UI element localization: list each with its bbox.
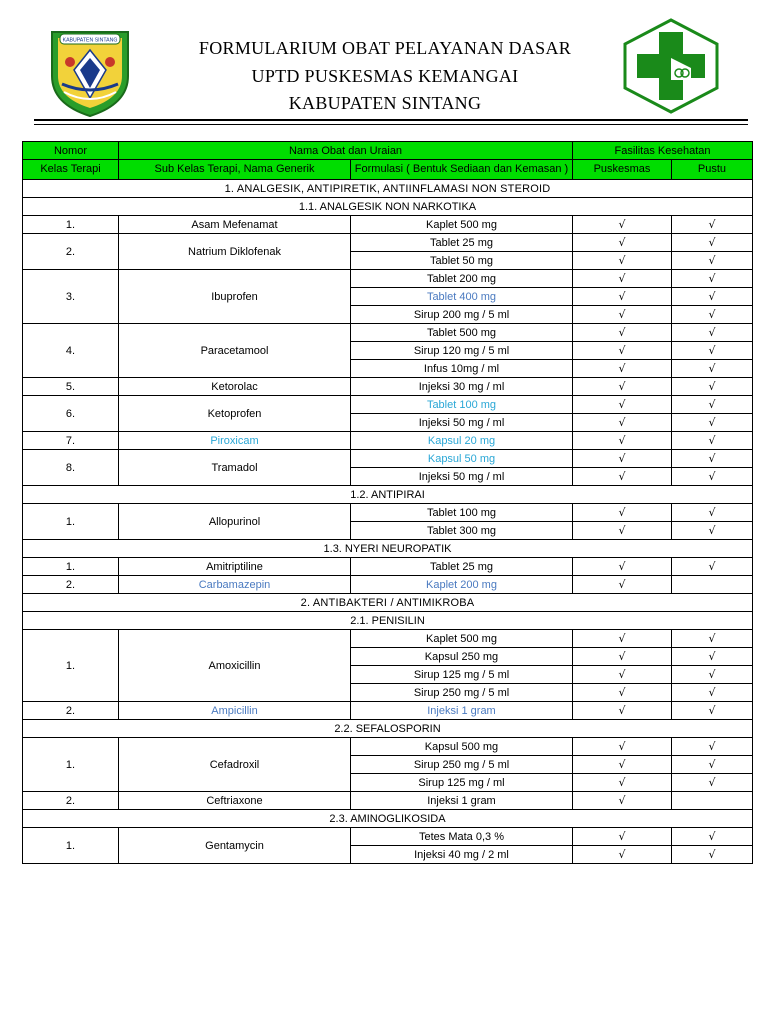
subsection-row xyxy=(23,810,753,828)
table-row xyxy=(23,234,753,252)
subsection-title: 1.2. ANTIPIRAI xyxy=(23,486,753,504)
table-row xyxy=(23,738,753,756)
drug-number: 2. xyxy=(23,702,119,720)
drug-number: 2. xyxy=(23,792,119,810)
puskesmas-check-icon: √ xyxy=(573,234,672,252)
pustu-check-icon: √ xyxy=(672,756,753,774)
pustu-check-icon: √ xyxy=(672,468,753,486)
table-row xyxy=(23,576,753,594)
pustu-check-icon: √ xyxy=(672,666,753,684)
table-row xyxy=(23,378,753,396)
puskesmas-check-icon: √ xyxy=(573,324,672,342)
formulation: Sirup 125 mg / ml xyxy=(351,774,573,792)
puskesmas-check-icon: √ xyxy=(573,756,672,774)
section-row xyxy=(23,180,753,198)
puskesmas-check-icon: √ xyxy=(573,558,672,576)
pustu-check-icon: √ xyxy=(672,342,753,360)
puskesmas-check-icon: √ xyxy=(573,288,672,306)
drug-name: Amitriptiline xyxy=(119,558,351,576)
table-row xyxy=(23,396,753,414)
subsection-row xyxy=(23,198,753,216)
table-row xyxy=(23,558,753,576)
title-line-1: FORMULARIUM OBAT PELAYANAN DASAR xyxy=(198,38,572,58)
drug-name: Gentamycin xyxy=(119,828,351,864)
table-row xyxy=(23,828,753,846)
section-row xyxy=(23,594,753,612)
pustu-check-icon: √ xyxy=(672,828,753,846)
drug-name: Ketoprofen xyxy=(119,396,351,432)
pustu-check-icon: √ xyxy=(672,702,753,720)
puskesmas-check-icon: √ xyxy=(573,306,672,324)
puskesmas-check-icon: √ xyxy=(573,468,672,486)
formulation: Injeksi 40 mg / 2 ml xyxy=(351,846,573,864)
formulation: Tablet 25 mg xyxy=(351,558,573,576)
puskesmas-check-icon: √ xyxy=(573,684,672,702)
pustu-check-icon: √ xyxy=(672,846,753,864)
col-pustu: Pustu xyxy=(672,160,753,180)
puskesmas-check-icon: √ xyxy=(573,774,672,792)
drug-name: Ampicillin xyxy=(119,702,351,720)
formulation: Tablet 25 mg xyxy=(351,234,573,252)
drug-number: 1. xyxy=(23,558,119,576)
table-row xyxy=(23,702,753,720)
table-row xyxy=(23,270,753,288)
col-nomor: Nomor xyxy=(23,142,119,160)
formulation: Kapsul 250 mg xyxy=(351,648,573,666)
subsection-row xyxy=(23,720,753,738)
formulation: Tablet 100 mg xyxy=(351,504,573,522)
subsection-title: 2.3. AMINOGLIKOSIDA xyxy=(23,810,753,828)
pustu-check-icon: √ xyxy=(672,504,753,522)
col-nama-obat: Nama Obat dan Uraian xyxy=(119,142,573,160)
drug-number: 3. xyxy=(23,270,119,324)
pustu-check-icon: √ xyxy=(672,558,753,576)
drug-number: 1. xyxy=(23,630,119,702)
drug-number: 1. xyxy=(23,738,119,792)
formulation: Tablet 200 mg xyxy=(351,270,573,288)
puskesmas-check-icon: √ xyxy=(573,702,672,720)
table-row xyxy=(23,504,753,522)
formulation: Infus 10mg / ml xyxy=(351,360,573,378)
formulation: Tablet 300 mg xyxy=(351,522,573,540)
drug-number: 4. xyxy=(23,324,119,378)
pustu-check-icon xyxy=(672,792,753,810)
drug-name: Tramadol xyxy=(119,450,351,486)
drug-name: Allopurinol xyxy=(119,504,351,540)
drug-name: Paracetamool xyxy=(119,324,351,378)
pustu-check-icon: √ xyxy=(672,360,753,378)
formulation: Sirup 250 mg / 5 ml xyxy=(351,684,573,702)
formulation: Kaplet 500 mg xyxy=(351,216,573,234)
pustu-check-icon: √ xyxy=(672,450,753,468)
drug-name: Piroxicam xyxy=(119,432,351,450)
puskesmas-check-icon: √ xyxy=(573,504,672,522)
puskesmas-check-icon: √ xyxy=(573,648,672,666)
drug-number: 5. xyxy=(23,378,119,396)
drug-name: Amoxicillin xyxy=(119,630,351,702)
pustu-check-icon: √ xyxy=(672,288,753,306)
puskesmas-check-icon: √ xyxy=(573,360,672,378)
pustu-check-icon: √ xyxy=(672,630,753,648)
col-sub-kelas: Sub Kelas Terapi, Nama Generik xyxy=(119,160,351,180)
table-row xyxy=(23,450,753,468)
puskesmas-check-icon: √ xyxy=(573,414,672,432)
formulary-table xyxy=(22,141,753,864)
document-header xyxy=(0,0,768,128)
drug-name: Natrium Diklofenak xyxy=(119,234,351,270)
formulation: Tablet 400 mg xyxy=(351,288,573,306)
title-line-2: UPTD PUSKESMAS KEMANGAI xyxy=(251,66,519,86)
pustu-check-icon: √ xyxy=(672,522,753,540)
formulation: Tablet 50 mg xyxy=(351,252,573,270)
drug-number: 2. xyxy=(23,234,119,270)
drug-name: Cefadroxil xyxy=(119,738,351,792)
pustu-check-icon xyxy=(672,576,753,594)
drug-number: 1. xyxy=(23,828,119,864)
table-row xyxy=(23,216,753,234)
formulation: Kaplet 500 mg xyxy=(351,630,573,648)
pustu-check-icon: √ xyxy=(672,252,753,270)
table-row xyxy=(23,324,753,342)
pustu-check-icon: √ xyxy=(672,378,753,396)
header-rule-thin xyxy=(34,124,748,125)
puskesmas-check-icon: √ xyxy=(573,342,672,360)
formulation: Sirup 120 mg / 5 ml xyxy=(351,342,573,360)
formulation: Injeksi 30 mg / ml xyxy=(351,378,573,396)
col-puskesmas: Puskesmas xyxy=(573,160,672,180)
drug-number: 1. xyxy=(23,504,119,540)
col-fasilitas: Fasilitas Kesehatan xyxy=(573,142,753,160)
drug-number: 2. xyxy=(23,576,119,594)
subsection-row xyxy=(23,486,753,504)
table-body xyxy=(23,180,753,864)
col-kelas-terapi: Kelas Terapi xyxy=(23,160,119,180)
puskesmas-check-icon: √ xyxy=(573,216,672,234)
pustu-check-icon: √ xyxy=(672,414,753,432)
puskesmas-check-icon: √ xyxy=(573,252,672,270)
drug-number: 1. xyxy=(23,216,119,234)
pustu-check-icon: √ xyxy=(672,684,753,702)
pustu-check-icon: √ xyxy=(672,738,753,756)
pustu-check-icon: √ xyxy=(672,648,753,666)
pustu-check-icon: √ xyxy=(672,306,753,324)
drug-number: 8. xyxy=(23,450,119,486)
drug-name: Ibuprofen xyxy=(119,270,351,324)
pustu-check-icon: √ xyxy=(672,234,753,252)
svg-text:KABUPATEN SINTANG: KABUPATEN SINTANG xyxy=(62,37,118,44)
pustu-check-icon: √ xyxy=(672,270,753,288)
puskesmas-check-icon: √ xyxy=(573,432,672,450)
puskesmas-check-icon: √ xyxy=(573,270,672,288)
pustu-check-icon: √ xyxy=(672,396,753,414)
formulation: Sirup 250 mg / 5 ml xyxy=(351,756,573,774)
puskesmas-check-icon: √ xyxy=(573,846,672,864)
puskesmas-check-icon: √ xyxy=(573,396,672,414)
pustu-check-icon: √ xyxy=(672,774,753,792)
formulation: Injeksi 1 gram xyxy=(351,702,573,720)
subsection-title: 2.1. PENISILIN xyxy=(23,612,753,630)
puskesmas-check-icon: √ xyxy=(573,630,672,648)
kabupaten-sintang-emblem-icon xyxy=(46,26,134,118)
title-line-3: KABUPATEN SINTANG xyxy=(288,93,482,113)
formulation: Sirup 125 mg / 5 ml xyxy=(351,666,573,684)
drug-name: Carbamazepin xyxy=(119,576,351,594)
pustu-check-icon: √ xyxy=(672,324,753,342)
subsection-title: 1.1. ANALGESIK NON NARKOTIKA xyxy=(23,198,753,216)
drug-number: 7. xyxy=(23,432,119,450)
drug-name: Ketorolac xyxy=(119,378,351,396)
drug-name: Asam Mefenamat xyxy=(119,216,351,234)
formulation: Tablet 500 mg xyxy=(351,324,573,342)
subsection-row xyxy=(23,612,753,630)
puskesmas-check-icon: √ xyxy=(573,828,672,846)
col-formulasi: Formulasi ( Bentuk Sediaan dan Kemasan ) xyxy=(351,160,573,180)
formulation: Injeksi 50 mg / ml xyxy=(351,414,573,432)
puskesmas-check-icon: √ xyxy=(573,792,672,810)
drug-number: 6. xyxy=(23,396,119,432)
formulation: Kapsul 20 mg xyxy=(351,432,573,450)
puskesmas-check-icon: √ xyxy=(573,522,672,540)
formulation: Tetes Mata 0,3 % xyxy=(351,828,573,846)
puskesmas-cross-icon xyxy=(621,18,721,114)
subsection-title: 2.2. SEFALOSPORIN xyxy=(23,720,753,738)
formulation: Tablet 100 mg xyxy=(351,396,573,414)
formulation: Injeksi 50 mg / ml xyxy=(351,468,573,486)
puskesmas-check-icon: √ xyxy=(573,450,672,468)
formulation: Kaplet 200 mg xyxy=(351,576,573,594)
header-rule xyxy=(34,119,748,121)
table-row xyxy=(23,792,753,810)
table-row xyxy=(23,630,753,648)
pustu-check-icon: √ xyxy=(672,432,753,450)
table-row xyxy=(23,432,753,450)
formulation: Sirup 200 mg / 5 ml xyxy=(351,306,573,324)
puskesmas-check-icon: √ xyxy=(573,666,672,684)
pustu-check-icon: √ xyxy=(672,216,753,234)
subsection-title: 1.3. NYERI NEUROPATIK xyxy=(23,540,753,558)
formulation: Kapsul 500 mg xyxy=(351,738,573,756)
formulation: Kapsul 50 mg xyxy=(351,450,573,468)
puskesmas-check-icon: √ xyxy=(573,576,672,594)
puskesmas-check-icon: √ xyxy=(573,738,672,756)
subsection-row xyxy=(23,540,753,558)
formulation: Injeksi 1 gram xyxy=(351,792,573,810)
drug-name: Ceftriaxone xyxy=(119,792,351,810)
section-title: 2. ANTIBAKTERI / ANTIMIKROBA xyxy=(23,594,753,612)
section-title: 1. ANALGESIK, ANTIPIRETIK, ANTIINFLAMASI NON STEROID xyxy=(23,180,753,198)
puskesmas-check-icon: √ xyxy=(573,378,672,396)
